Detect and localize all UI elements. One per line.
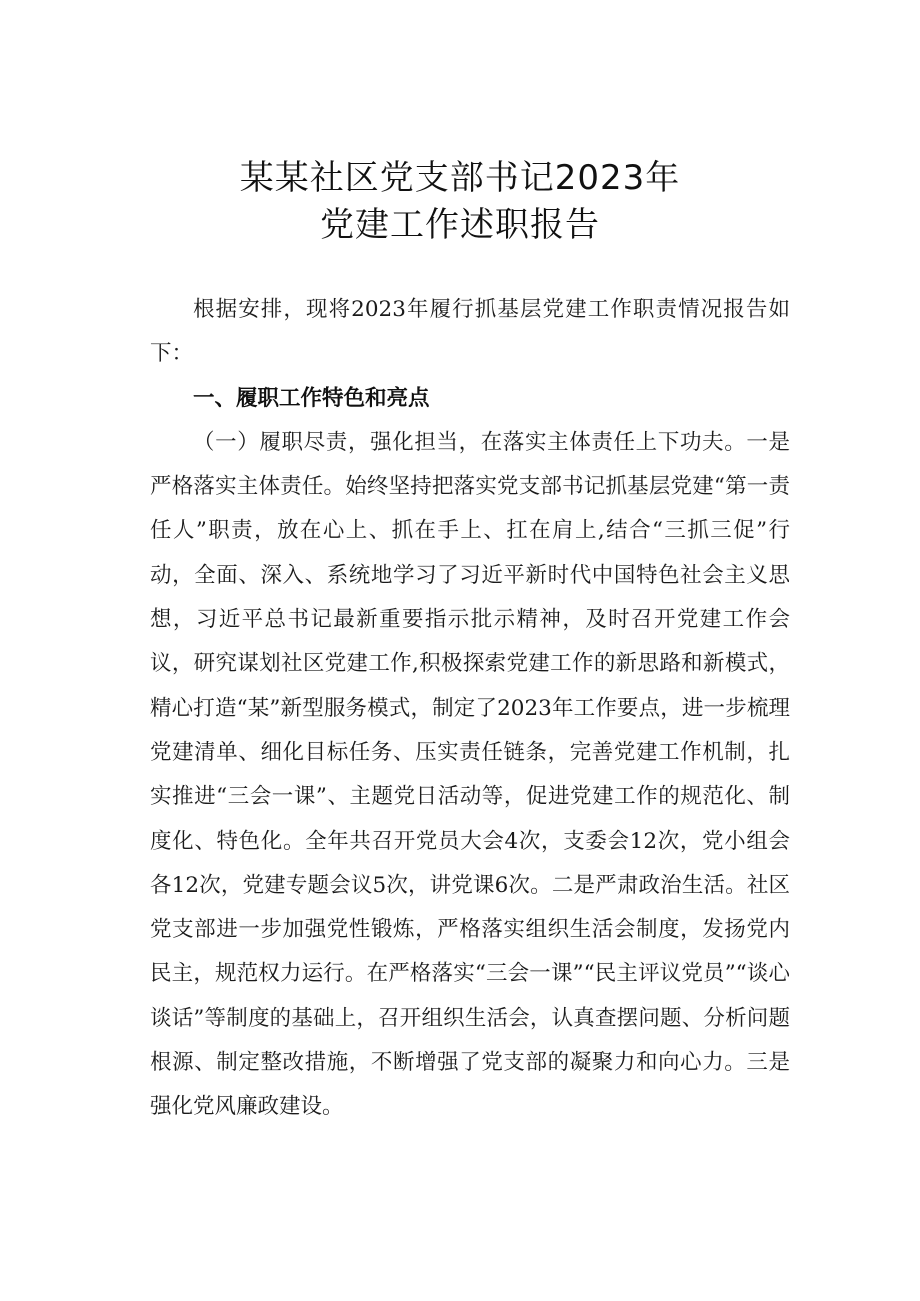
document-body [150,288,790,1130]
document-title-line2: 党建工作述职报告 [320,205,600,245]
intro-paragraph: 根据安排，现将2023年履行抓基层党建工作职责情况报告如下： [150,297,790,367]
document-title-line1: 某某社区党支部书记2023年 [239,158,681,198]
section1-heading: 一、履职工作特色和亮点 [193,385,430,411]
section1-paragraph: （一）履职尽责，强化担当，在落实主体责任上下功夫。一是严格落实主体责任。始终坚持把落实党支部书记抓基层党建“第一责任人”职责，放在心上、抓在手上、扛在肩上,结合“三抓三促”行动，全面、深入、系统地学习了习近平新时代中国特色社会主义思想，习近平总书记最新重要指示批示精神，及时召开党建工作会议，研究谋划社区党建工作,积极探索党建工作的新思路和新模式，精心打造“某”新型服务模式，制定了2023年工作要点，进一步梳理党建清单、细化目标任务、压实责任链条，完善党建工作机制，扎实推进“三会一课”、主题党日活动等，促进党建工作的规范化、制度化、特色化。全年共召开党员大会4次，支委会12次，党小组会各12次，党建专题会议5次，讲党课6次。二是严肃政治生活。社区党支部进一步加强党性锻炼，严格落实组织生活会制度，发扬党内民主，规范权力运行。在严格落实“三会一课”“民主评议党员”“谈心谈话”等制度的基础上，召开组织生活会，认真查摆问题、分析问题根源、制定整改措施，不断增强了党支部的凝聚力和向心力。三是强化党风廉政建设。 [150,429,790,1120]
